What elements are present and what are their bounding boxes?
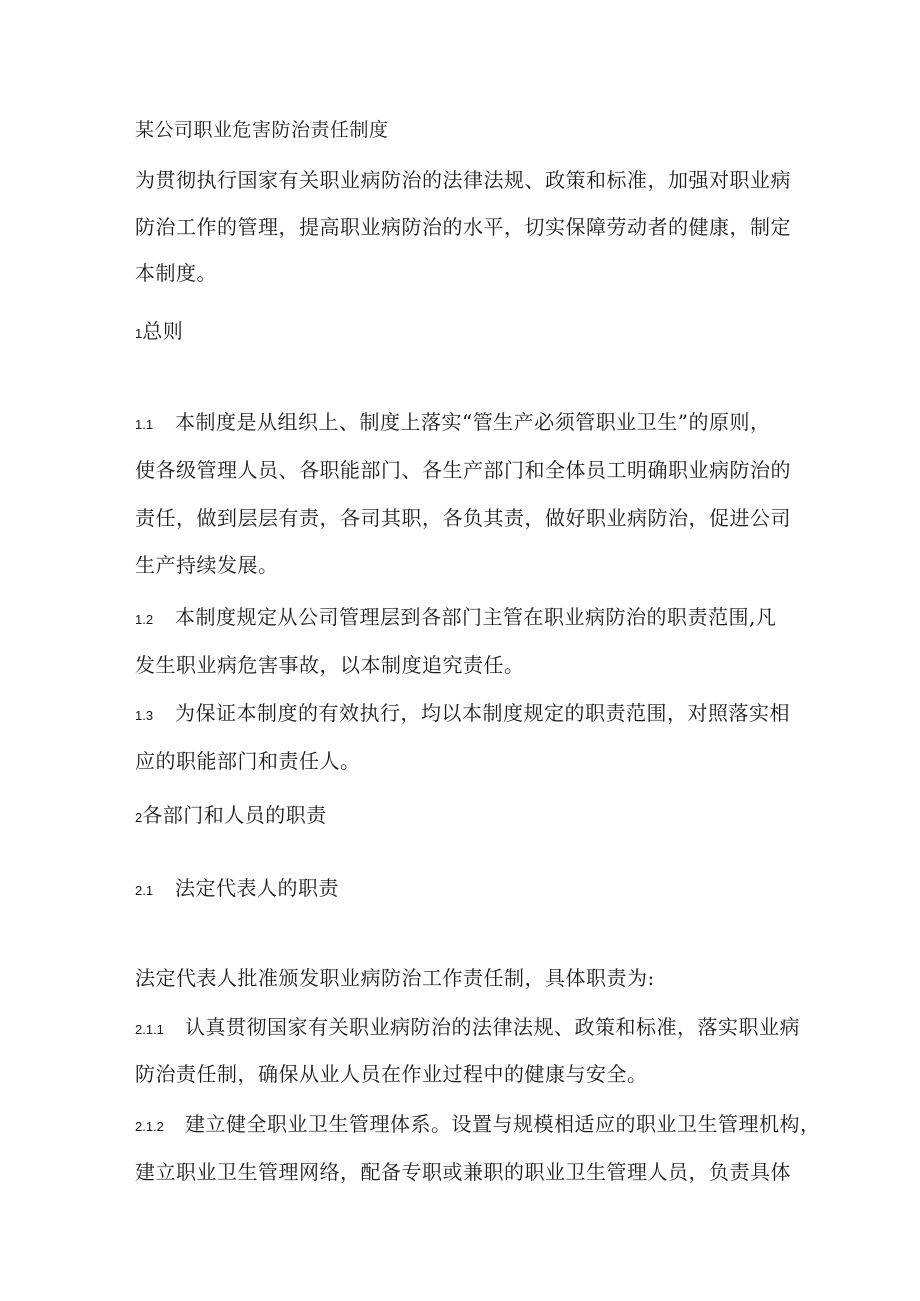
clause-number: 1.1: [135, 417, 154, 432]
clause-line: 责任，做到层层有责，各司其职，各负其责，做好职业病防治，促进公司: [135, 506, 791, 530]
clause-line: [135, 699, 790, 730]
section-title: 总则: [142, 319, 184, 343]
clause-number: 2.1.2: [135, 1119, 164, 1134]
clause-text: 本制度是从组织上、制度上落实“管生产必须管职业卫生”的原则，: [175, 410, 771, 434]
intro-line: 为贯彻执行国家有关职业病防治的法律法规、政策和标准，加强对职业病: [135, 168, 791, 192]
clause-line: 应的职能部门和责任人。: [135, 749, 361, 773]
clause-line: [135, 1110, 821, 1141]
subsection-number: 2.1: [135, 883, 154, 898]
section-heading: [135, 801, 327, 832]
clause-text: 认真贯彻国家有关职业病防治的法律法规、政策和标准，落实职业病: [185, 1015, 800, 1039]
clause-line: 建立职业卫生管理网络，配备专职或兼职的职业卫生管理人员，负责具体: [135, 1160, 791, 1184]
intro-line: 防治工作的管理，提高职业病防治的水平，切实保障劳动者的健康，制定: [135, 215, 791, 239]
clause-line: [135, 408, 770, 439]
document-title: 某公司职业危害防治责任制度: [135, 119, 389, 141]
intro-line: 本制度。: [135, 261, 217, 285]
section-heading: [135, 317, 183, 348]
clause-number: 2.1.1: [135, 1022, 164, 1037]
section-number: 1: [135, 326, 143, 341]
clause-line: 发生职业病危害事故，以本制度追究责任。: [135, 653, 525, 677]
clause-text: 为保证本制度的有效执行，均以本制度规定的职责范围，对照落实相: [175, 701, 790, 725]
subsection-title: 法定代表人的职责: [175, 876, 339, 900]
clause-line: 防治责任制，确保从业人员在作业过程中的健康与安全。: [135, 1062, 648, 1086]
clause-text: 本制度规定从公司管理层到各部门主管在职业病防治的职责范围,凡: [175, 605, 777, 629]
clause-line: 生产持续发展。: [135, 553, 279, 577]
section-title: 各部门和人员的职责: [142, 803, 327, 827]
clause-number: 1.3: [135, 708, 154, 723]
clause-line: 使各级管理人员、各职能部门、各生产部门和全体员工明确职业病防治的: [135, 458, 791, 482]
clause-line: [135, 1013, 800, 1044]
clause-line: [135, 603, 776, 634]
clause-number: 1.2: [135, 612, 154, 627]
section-number: 2: [135, 810, 143, 825]
subsection-intro: 法定代表人批准颁发职业病防治工作责任制，具体职责为:: [135, 966, 655, 990]
subsection-heading: [135, 874, 339, 905]
clause-text: 建立健全职业卫生管理体系。设置与规模相适应的职业卫生管理机构，: [185, 1112, 821, 1136]
